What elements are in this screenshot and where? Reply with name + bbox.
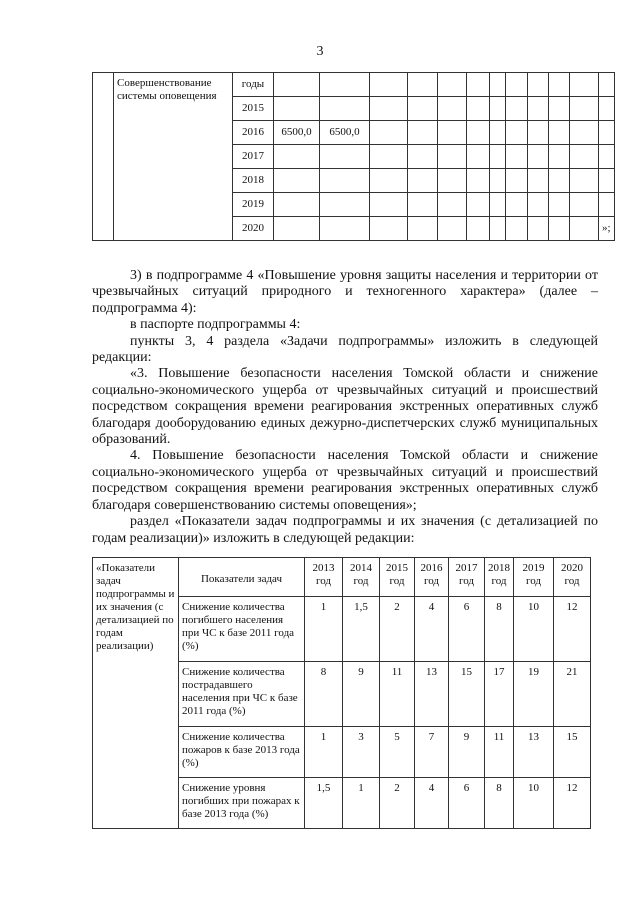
value-cell: 9 [343, 662, 380, 727]
value-cell [549, 193, 570, 217]
value-cell [599, 193, 615, 217]
value-cell: 12 [554, 597, 591, 662]
value-cell: 8 [485, 778, 514, 829]
value-cell: 11 [380, 662, 415, 727]
value-cell [490, 193, 506, 217]
value-cell [274, 217, 320, 241]
value-cell: 10 [514, 778, 554, 829]
value-cell [320, 73, 370, 97]
value-cell: 6 [449, 778, 485, 829]
value-cell: 1 [305, 727, 343, 778]
value-cell [570, 73, 599, 97]
value-cell [467, 73, 490, 97]
value-cell [438, 193, 467, 217]
value-cell [506, 97, 528, 121]
value-cell [370, 217, 408, 241]
value-cell: 1 [305, 597, 343, 662]
value-cell: 7 [415, 727, 449, 778]
value-cell: 4 [415, 597, 449, 662]
value-cell [274, 193, 320, 217]
value-cell [528, 217, 549, 241]
value-cell: 17 [485, 662, 514, 727]
paragraph: в паспорте подпрограммы 4: [130, 317, 301, 333]
indicator-name: Снижение уровня погибших при пожарах к базе 2013 года (%) [179, 778, 305, 829]
value-cell [490, 145, 506, 169]
paragraph: 3) в подпрограмме 4 «Повышение уровня защиты населения и территории от чрезвычайных ситуаций природного и техногенного характера» (далее – подпрограмма 4): [92, 268, 598, 316]
value-cell [320, 97, 370, 121]
paragraph: пункты 3, 4 раздела «Задачи подпрограммы» изложить в следующей редакции: [92, 333, 598, 366]
value-cell: 6 [449, 597, 485, 662]
paragraph: раздел «Показатели задач подпрограммы и их значения (с детализацией по годам реализации)» изложить в следующей редакции: [92, 514, 598, 546]
value-cell: 11 [485, 727, 514, 778]
year-header: 2020 год [554, 558, 591, 597]
value-cell [490, 217, 506, 241]
section-label: «Показатели задач подпрограммы и их значения (с детализацией по годам реализации) [93, 558, 179, 829]
value-cell [490, 121, 506, 145]
value-cell [438, 145, 467, 169]
value-cell [370, 193, 408, 217]
value-cell [549, 97, 570, 121]
value-cell [408, 169, 438, 193]
value-cell [506, 145, 528, 169]
value-cell [528, 73, 549, 97]
empty-cell [93, 73, 114, 241]
value-cell [506, 193, 528, 217]
value-cell [599, 145, 615, 169]
year-cell: 2018 [233, 169, 274, 193]
paragraph: «3. Повышение безопасности населения Томской области и снижение социально-экономического ущерба от чрезвычайных ситуаций и происшествий посредством сокращения времени реагирования экстренных оперативных служб благодаря дооборудованию единых дежурно-диспетчерских служб муниципальных образований. [92, 366, 598, 448]
value-cell [274, 169, 320, 193]
value-cell [506, 169, 528, 193]
value-cell [408, 121, 438, 145]
value-cell [570, 121, 599, 145]
year-header: 2017 год [449, 558, 485, 597]
value-cell [570, 97, 599, 121]
value-cell [549, 73, 570, 97]
measure-name: Совершенствование системы оповещения [114, 73, 233, 241]
value-cell [570, 169, 599, 193]
page-number: 3 [316, 44, 324, 59]
value-cell [490, 169, 506, 193]
value-cell [570, 145, 599, 169]
value-cell: 6500,0 [320, 121, 370, 145]
value-cell: 2 [380, 778, 415, 829]
value-cell [490, 97, 506, 121]
value-cell [528, 97, 549, 121]
value-cell [570, 193, 599, 217]
value-cell: 12 [554, 778, 591, 829]
value-cell: 6500,0 [274, 121, 320, 145]
year-cell: 2016 [233, 121, 274, 145]
year-header: 2018 год [485, 558, 514, 597]
value-cell [570, 217, 599, 241]
year-header: 2019 год [514, 558, 554, 597]
value-cell [549, 217, 570, 241]
value-cell: 1 [343, 778, 380, 829]
value-cell [467, 97, 490, 121]
value-cell [438, 97, 467, 121]
value-cell [320, 145, 370, 169]
value-cell [438, 169, 467, 193]
value-cell [599, 73, 615, 97]
year-header: 2014 год [343, 558, 380, 597]
value-cell [599, 121, 615, 145]
value-cell: 19 [514, 662, 554, 727]
value-cell [438, 121, 467, 145]
value-cell [549, 169, 570, 193]
value-cell [370, 169, 408, 193]
value-cell [599, 169, 615, 193]
year-cell: годы [233, 73, 274, 97]
value-cell [320, 217, 370, 241]
year-header: 2015 год [380, 558, 415, 597]
table-row [93, 73, 615, 97]
indicator-name: Снижение количества пожаров к базе 2013 года (%) [179, 727, 305, 778]
value-cell [438, 73, 467, 97]
year-cell: 2020 [233, 217, 274, 241]
value-cell [370, 97, 408, 121]
value-cell [528, 121, 549, 145]
value-cell [370, 145, 408, 169]
value-cell [370, 121, 408, 145]
value-cell [599, 97, 615, 121]
value-cell: 13 [415, 662, 449, 727]
year-cell: 2015 [233, 97, 274, 121]
value-cell [490, 73, 506, 97]
value-cell [370, 73, 408, 97]
value-cell: 8 [305, 662, 343, 727]
value-cell [320, 193, 370, 217]
indicator-header: Показатели задач [179, 558, 305, 597]
indicators-table [92, 557, 591, 829]
value-cell: 3 [343, 727, 380, 778]
paragraph: 4. Повышение безопасности населения Томской области и снижение социально-экономического ущерба от чрезвычайных ситуаций и происшествий посредством сокращения времени реагирования экстренных оперативных служб благодаря совершенствованию системы оповещения»; [92, 448, 598, 513]
value-cell [408, 145, 438, 169]
value-cell [467, 145, 490, 169]
value-cell: 10 [514, 597, 554, 662]
value-cell [506, 121, 528, 145]
value-cell [438, 217, 467, 241]
year-header: 2013 год [305, 558, 343, 597]
indicator-name: Снижение количества пострадавшего населения при ЧС к базе 2011 года (%) [179, 662, 305, 727]
value-cell [467, 193, 490, 217]
value-cell [528, 169, 549, 193]
body-text [92, 268, 598, 547]
value-cell: 15 [554, 727, 591, 778]
value-cell [408, 193, 438, 217]
year-header: 2016 год [415, 558, 449, 597]
year-cell: 2017 [233, 145, 274, 169]
value-cell [408, 97, 438, 121]
value-cell: 2 [380, 597, 415, 662]
value-cell: 9 [449, 727, 485, 778]
value-cell [506, 73, 528, 97]
value-cell: 13 [514, 727, 554, 778]
value-cell [320, 169, 370, 193]
value-cell: 21 [554, 662, 591, 727]
value-cell: 1,5 [343, 597, 380, 662]
value-cell [274, 73, 320, 97]
value-cell: »; [599, 217, 615, 241]
indicator-name: Снижение количества погибшего населения при ЧС к базе 2011 года (%) [179, 597, 305, 662]
funding-table [92, 72, 615, 241]
value-cell [549, 121, 570, 145]
value-cell: 15 [449, 662, 485, 727]
value-cell [506, 217, 528, 241]
value-cell [408, 73, 438, 97]
value-cell: 5 [380, 727, 415, 778]
value-cell [467, 121, 490, 145]
value-cell [467, 217, 490, 241]
value-cell [274, 145, 320, 169]
year-cell: 2019 [233, 193, 274, 217]
value-cell [408, 217, 438, 241]
value-cell [549, 145, 570, 169]
value-cell: 8 [485, 597, 514, 662]
header-row [93, 558, 591, 597]
value-cell [467, 169, 490, 193]
value-cell: 4 [415, 778, 449, 829]
value-cell [528, 145, 549, 169]
value-cell [274, 97, 320, 121]
value-cell [528, 193, 549, 217]
value-cell: 1,5 [305, 778, 343, 829]
